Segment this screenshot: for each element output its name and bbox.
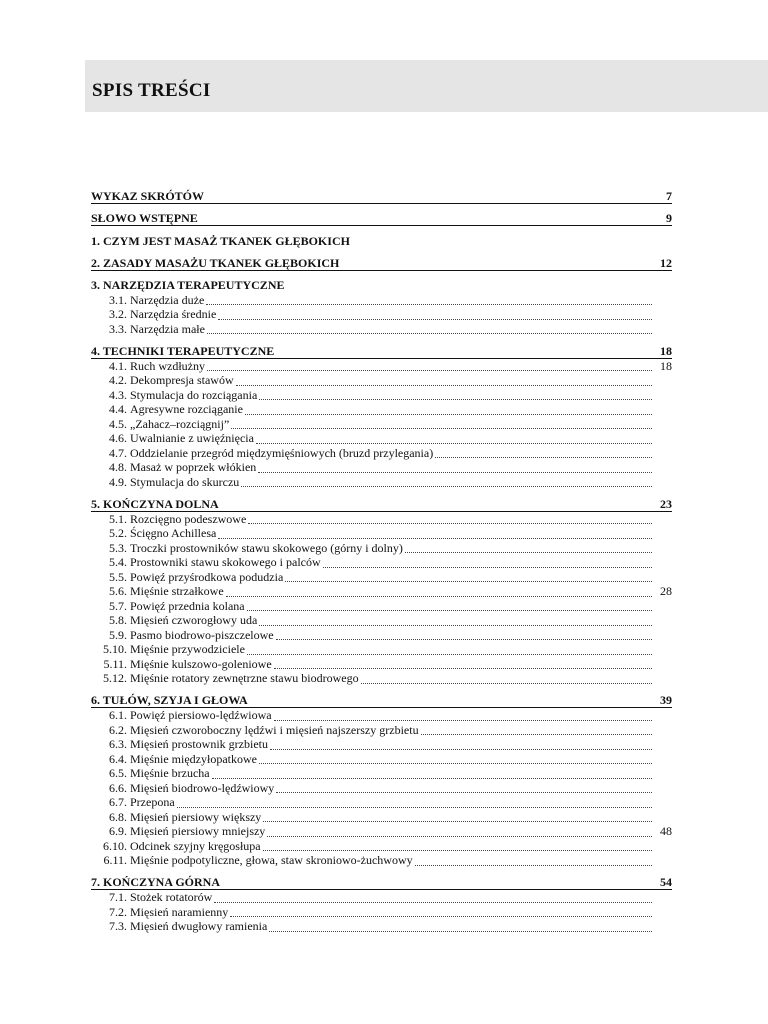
toc-entry	[91, 737, 672, 752]
toc-entry-number: 7.3.	[109, 919, 127, 933]
dot-leader	[207, 322, 652, 334]
dot-leader	[361, 672, 652, 684]
dot-leader	[214, 891, 652, 903]
toc-entry-number: 4.4.	[109, 402, 127, 416]
header-band	[85, 60, 768, 112]
page-title: SPIS TREŚCI	[92, 80, 211, 101]
toc-entry-label: Stożek rotatorów	[130, 890, 213, 904]
toc-entry-number: 4.7.	[109, 445, 127, 460]
toc-page-number: 9	[666, 211, 672, 225]
toc-entry-number: 5.9.	[109, 627, 127, 642]
toc-entry-label: Mięśnie kulszowo-goleniowe	[130, 656, 272, 671]
toc-entry-label: Mięsień biodrowo-lędźwiowy	[130, 780, 275, 795]
toc-chapter	[91, 256, 672, 271]
toc-entry-number: 5.3.	[109, 540, 127, 555]
toc-page-number: 12	[660, 255, 672, 270]
toc-entry	[91, 628, 672, 643]
dot-leader	[258, 461, 652, 473]
toc-entry	[91, 723, 672, 738]
dot-leader	[247, 599, 652, 611]
toc-entry-label: Ruch wzdłużny	[130, 358, 205, 373]
toc-chapter-label: 2. ZASADY MASAŻU TKANEK GŁĘBOKICH	[91, 255, 340, 270]
dot-leader	[226, 585, 652, 597]
table-of-contents	[91, 181, 672, 934]
toc-entry-number: 4.1.	[109, 358, 127, 373]
toc-entry-number: 3.2.	[109, 307, 127, 321]
toc-entry-label: Dekompresja stawów	[130, 373, 234, 387]
toc-entry-number: 4.9.	[109, 474, 127, 489]
dot-leader	[267, 825, 652, 837]
toc-entry-number: 6.7.	[109, 795, 127, 809]
toc-entry-label: Odcinek szyjny kręgosłupa	[130, 838, 261, 853]
toc-entry-label: Powięź przyśrodkowa podudzia	[130, 569, 284, 584]
toc-entry	[91, 905, 672, 920]
toc-entry	[91, 795, 672, 810]
toc-entry-label: Mięśnie brzucha	[130, 766, 210, 780]
toc-entry-label: Narzędzia duże	[130, 292, 205, 307]
dot-leader	[241, 475, 652, 487]
toc-page-number: 18	[660, 343, 672, 358]
dot-leader	[247, 643, 652, 655]
toc-entry-number: 5.1.	[109, 511, 127, 526]
toc-entry-label: Mięśnie rotatory zewnętrzne stawu biodrowego	[130, 671, 359, 685]
toc-chapter-label: 7. KOŃCZYNA GÓRNA	[91, 875, 221, 889]
toc-entry-label: Mięśnie przywodziciele	[130, 642, 245, 656]
dot-leader	[435, 446, 652, 458]
toc-entry	[91, 541, 672, 556]
toc-entry-label: Stymulacja do skurczu	[130, 474, 240, 489]
dot-leader	[274, 709, 652, 721]
dot-leader	[231, 417, 652, 429]
toc-entry-number: 6.9.	[109, 824, 127, 838]
toc-entry	[91, 446, 672, 461]
toc-entry	[91, 642, 672, 657]
dot-leader	[263, 810, 652, 822]
toc-entry	[91, 512, 672, 527]
toc-entry-number: 6.8.	[109, 809, 127, 824]
dot-leader	[248, 512, 652, 524]
dot-leader	[206, 293, 652, 305]
toc-entry	[91, 322, 672, 337]
toc-entry-number: 5.5.	[109, 569, 127, 584]
toc-entry-label: Agresywne rozciąganie	[130, 402, 243, 416]
toc-entry-label: Rozcięgno podeszwowe	[130, 511, 247, 526]
toc-entry-label: Mięsień naramienny	[130, 904, 229, 919]
toc-page-number: 28	[660, 584, 672, 598]
toc-entry-label: Stymulacja do rozciągania	[130, 387, 258, 402]
toc-entry-label: Troczki prostowników stawu skokowego (górny i dolny)	[130, 540, 403, 555]
dot-leader	[276, 628, 652, 640]
toc-entry	[91, 919, 672, 934]
toc-entry	[91, 431, 672, 446]
toc-entry	[91, 657, 672, 672]
toc-entry-number: 4.5.	[109, 416, 127, 431]
dot-leader	[285, 570, 652, 582]
toc-entry	[91, 613, 672, 628]
dot-leader	[276, 781, 652, 793]
dot-leader	[263, 839, 652, 851]
toc-chapter-label: SŁOWO WSTĘPNE	[91, 211, 198, 225]
toc-entry-number: 5.11.	[103, 656, 127, 671]
toc-entry-number: 6.10.	[103, 838, 127, 853]
dot-leader	[323, 556, 652, 568]
toc-entry-label: Mięsień czworogłowy uda	[130, 613, 258, 627]
toc-page-number: 23	[660, 496, 672, 511]
dot-leader	[230, 905, 652, 917]
toc-entry-number: 4.8.	[109, 460, 127, 474]
toc-entry-number: 6.1.	[109, 708, 127, 722]
toc-entry	[91, 584, 672, 599]
toc-chapter	[91, 234, 672, 249]
dot-leader	[245, 403, 652, 415]
dot-leader	[256, 432, 652, 444]
toc-entry	[91, 890, 672, 905]
toc-entry-label: Mięśnie międzyłopatkowe	[130, 751, 257, 766]
toc-entry-label: Uwalnianie z uwięźnięcia	[130, 431, 254, 445]
toc-entry	[91, 671, 672, 686]
toc-entry-number: 5.10.	[103, 642, 127, 656]
dot-leader	[212, 767, 652, 779]
toc-entry-number: 5.12.	[103, 671, 127, 685]
toc-entry-label: Oddzielanie przegród międzymięśniowych (bruzd przylegania)	[130, 445, 434, 460]
toc-entry-label: Mięsień czworoboczny lędźwi i mięsień najszerszy grzbietu	[130, 722, 419, 737]
toc-entry	[91, 810, 672, 825]
toc-entry	[91, 853, 672, 868]
toc-entry-label: Narzędzia małe	[130, 321, 205, 336]
toc-entry	[91, 824, 672, 839]
dot-leader	[207, 359, 652, 371]
toc-entry	[91, 460, 672, 475]
dot-leader	[236, 374, 652, 386]
toc-entry-label: „Zahacz–rozciągnij”	[130, 416, 230, 431]
toc-entry	[91, 388, 672, 403]
toc-page-number: 54	[660, 875, 672, 889]
dot-leader	[218, 527, 652, 539]
toc-entry-label: Mięsień dwugłowy ramienia	[130, 919, 268, 933]
toc-entry-number: 3.1.	[109, 292, 127, 307]
toc-entry	[91, 293, 672, 308]
toc-entry-number: 5.8.	[109, 613, 127, 627]
dot-leader	[274, 657, 652, 669]
toc-chapter	[91, 497, 672, 512]
toc-chapter	[91, 189, 672, 204]
toc-entry-number: 5.6.	[109, 584, 127, 598]
toc-entry-label: Mięsień prostownik grzbietu	[130, 737, 268, 751]
toc-page-number: 48	[660, 824, 672, 838]
toc-entry	[91, 526, 672, 541]
dot-leader	[405, 541, 652, 553]
toc-entry	[91, 402, 672, 417]
toc-chapter	[91, 211, 672, 226]
toc-entry	[91, 417, 672, 432]
toc-entry	[91, 373, 672, 388]
toc-chapter	[91, 875, 672, 890]
toc-entry-label: Narzędzia średnie	[130, 307, 217, 321]
toc-entry-number: 4.2.	[109, 373, 127, 387]
toc-entry-label: Pasmo biodrowo-piszczelowe	[130, 627, 274, 642]
toc-chapter-label: 4. TECHNIKI TERAPEUTYCZNE	[91, 343, 275, 358]
dot-leader	[270, 738, 652, 750]
toc-entry	[91, 475, 672, 490]
toc-entry	[91, 307, 672, 322]
toc-chapter-label: 3. NARZĘDZIA TERAPEUTYCZNE	[91, 278, 285, 292]
toc-entry-number: 6.5.	[109, 766, 127, 780]
toc-entry-label: Mięśnie podpotyliczne, głowa, staw skroniowo-żuchwowy	[130, 853, 413, 867]
toc-entry-label: Przepona	[130, 795, 175, 809]
dot-leader	[259, 752, 652, 764]
toc-entry	[91, 708, 672, 723]
toc-chapter-label: 5. KOŃCZYNA DOLNA	[91, 496, 219, 511]
toc-entry-label: Mięsień piersiowy mniejszy	[130, 824, 266, 838]
toc-entry-number: 5.7.	[109, 598, 127, 613]
dot-leader	[421, 723, 652, 735]
toc-chapter	[91, 278, 672, 293]
toc-entry	[91, 359, 672, 374]
toc-entry	[91, 555, 672, 570]
toc-entry-label: Ścięgno Achillesa	[130, 526, 217, 540]
toc-entry-label: Masaż w poprzek włókien	[130, 460, 257, 474]
toc-entry-number: 5.4.	[109, 555, 127, 569]
toc-entry	[91, 781, 672, 796]
dot-leader	[259, 388, 652, 400]
toc-entry-number: 4.3.	[109, 387, 127, 402]
toc-entry-label: Powięź przednia kolana	[130, 598, 245, 613]
toc-entry-label: Mięsień piersiowy większy	[130, 809, 262, 824]
dot-leader	[259, 614, 652, 626]
toc-entry-number: 6.4.	[109, 751, 127, 766]
toc-entry-label: Mięśnie strzałkowe	[130, 584, 224, 598]
toc-entry	[91, 570, 672, 585]
toc-entry-number: 6.11.	[103, 853, 127, 867]
dot-leader	[177, 796, 652, 808]
toc-entry	[91, 839, 672, 854]
toc-entry	[91, 766, 672, 781]
toc-entry	[91, 599, 672, 614]
toc-page-number: 7	[666, 188, 672, 203]
toc-entry-label: Prostowniki stawu skokowego i palców	[130, 555, 321, 569]
toc-entry-number: 6.3.	[109, 737, 127, 751]
toc-page-number: 39	[660, 693, 672, 707]
dot-leader	[269, 920, 652, 932]
toc-chapter-label: WYKAZ SKRÓTÓW	[91, 188, 205, 203]
toc-entry-number: 3.3.	[109, 321, 127, 336]
toc-entry-number: 7.1.	[109, 890, 127, 904]
toc-entry	[91, 752, 672, 767]
toc-entry-label: Powięź piersiowo-lędźwiowa	[130, 708, 272, 722]
toc-chapter	[91, 344, 672, 359]
toc-entry-number: 6.6.	[109, 780, 127, 795]
toc-entry-number: 7.2.	[109, 904, 127, 919]
toc-entry-number: 4.6.	[109, 431, 127, 445]
toc-chapter	[91, 693, 672, 708]
toc-page-number: 18	[660, 358, 672, 373]
toc-entry-number: 5.2.	[109, 526, 127, 540]
dot-leader	[218, 308, 652, 320]
dot-leader	[415, 854, 652, 866]
toc-chapter-label: 1. CZYM JEST MASAŻ TKANEK GŁĘBOKICH	[91, 233, 350, 248]
toc-entry-number: 6.2.	[109, 722, 127, 737]
toc-chapter-label: 6. TUŁÓW, SZYJA I GŁOWA	[91, 693, 248, 707]
